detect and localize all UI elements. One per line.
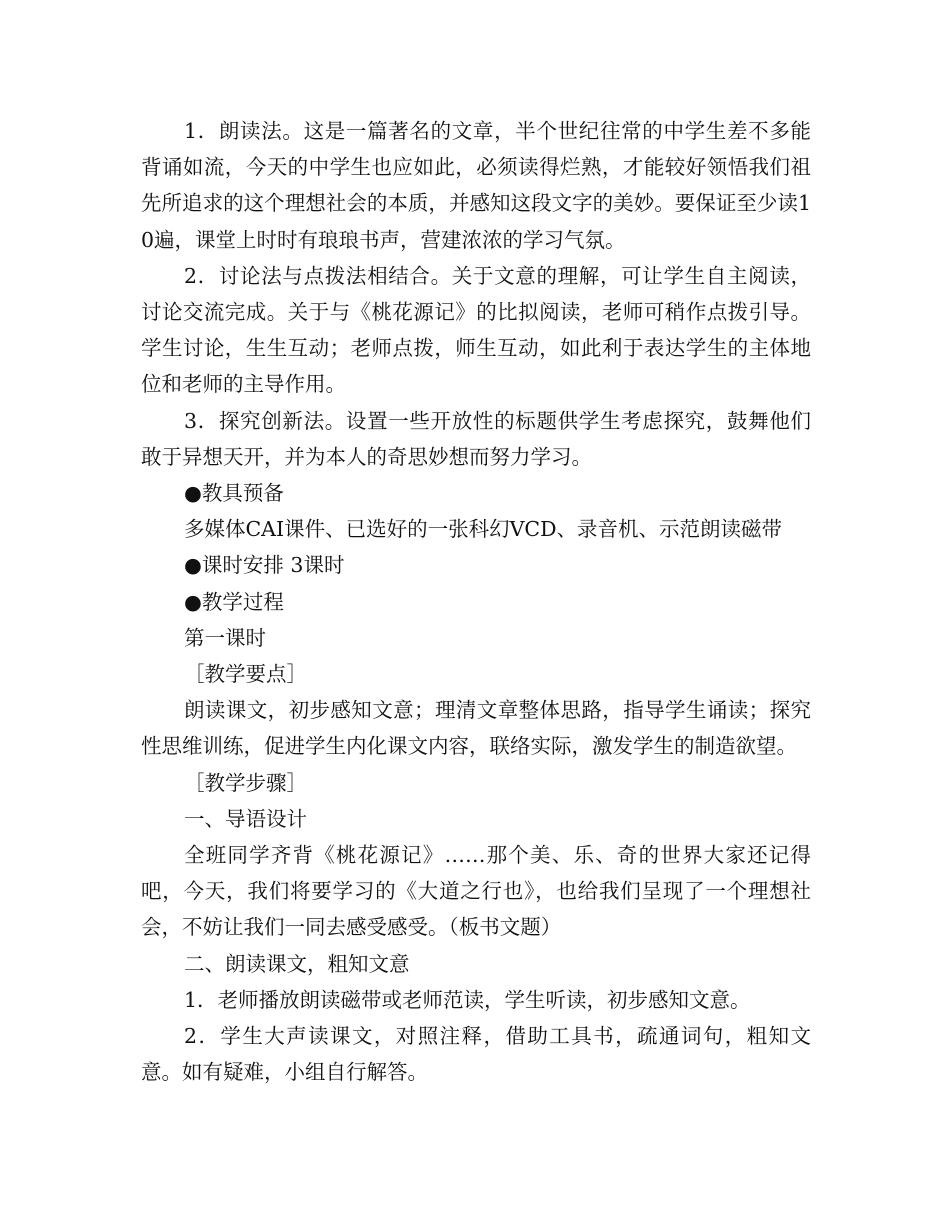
document-body <box>141 113 811 1090</box>
heading-teaching-aids: ●教具预备 <box>184 481 284 506</box>
heading-intro-design: 一、导语设计 <box>184 806 307 831</box>
heading-reading-text: 二、朗读课文，粗知文意 <box>184 951 410 976</box>
heading-teaching-process: ●教学过程 <box>184 589 284 614</box>
heading-teaching-steps: ［教学步骤］ <box>184 770 307 795</box>
paragraph-teaching-aids-list: 多媒体CAI课件、已选好的一张科幻VCD、录音机、示范朗读磁带 <box>184 517 783 542</box>
paragraph-step-2: 2．学生大声读课文，对照注释，借助工具书，疏通词句，粗知文意。如有疑难，小组自行解答。 <box>141 1024 811 1085</box>
paragraph-discussion-method: 2．讨论法与点拨法相结合。关于文意的理解，可让学生自主阅读，讨论交流完成。关于与《桃花源记》的比拟阅读，老师可稍作点拨引导。学生讨论，生生互动；老师点拨，师生互动，如此利于表达学生的主体地位和老师的主导作用。 <box>141 263 811 397</box>
paragraph-step-1: 1．老师播放朗读磁带或老师范读，学生听读，初步感知文意。 <box>184 987 751 1012</box>
paragraph-intro-design: 全班同学齐背《桃花源记》……那个美、乐、奇的世界大家还记得吧，今天，我们将要学习的《大道之行也》，也给我们呈现了一个理想社会，不妨让我们一同去感受感受。（板书文题） <box>141 843 811 940</box>
paragraph-reading-method: 1．朗读法。这是一篇著名的文章，半个世纪往常的中学生差不多能背诵如流，今天的中学生也应如此，必须读得烂熟，才能较好领悟我们祖先所追求的这个理想社会的本质，并感知这段文字的美妙。要保证至少读10遍，课堂上时时有琅琅书声，营建浓浓的学习气氛。 <box>141 119 811 252</box>
heading-teaching-points: ［教学要点］ <box>184 662 307 687</box>
heading-class-hours: ●课时安排 3课时 <box>184 553 345 578</box>
paragraph-teaching-points: 朗读课文，初步感知文意；理清文章整体思路，指导学生诵读；探究性思维训练，促进学生内化课文内容，联络实际，激发学生的制造欲望。 <box>141 698 811 759</box>
heading-first-lesson: 第一课时 <box>184 625 266 650</box>
paragraph-exploration-method: 3．探究创新法。设置一些开放性的标题供学生考虑探究，鼓舞他们敢于异想天开，并为本人的奇思妙想而努力学习。 <box>141 408 811 469</box>
